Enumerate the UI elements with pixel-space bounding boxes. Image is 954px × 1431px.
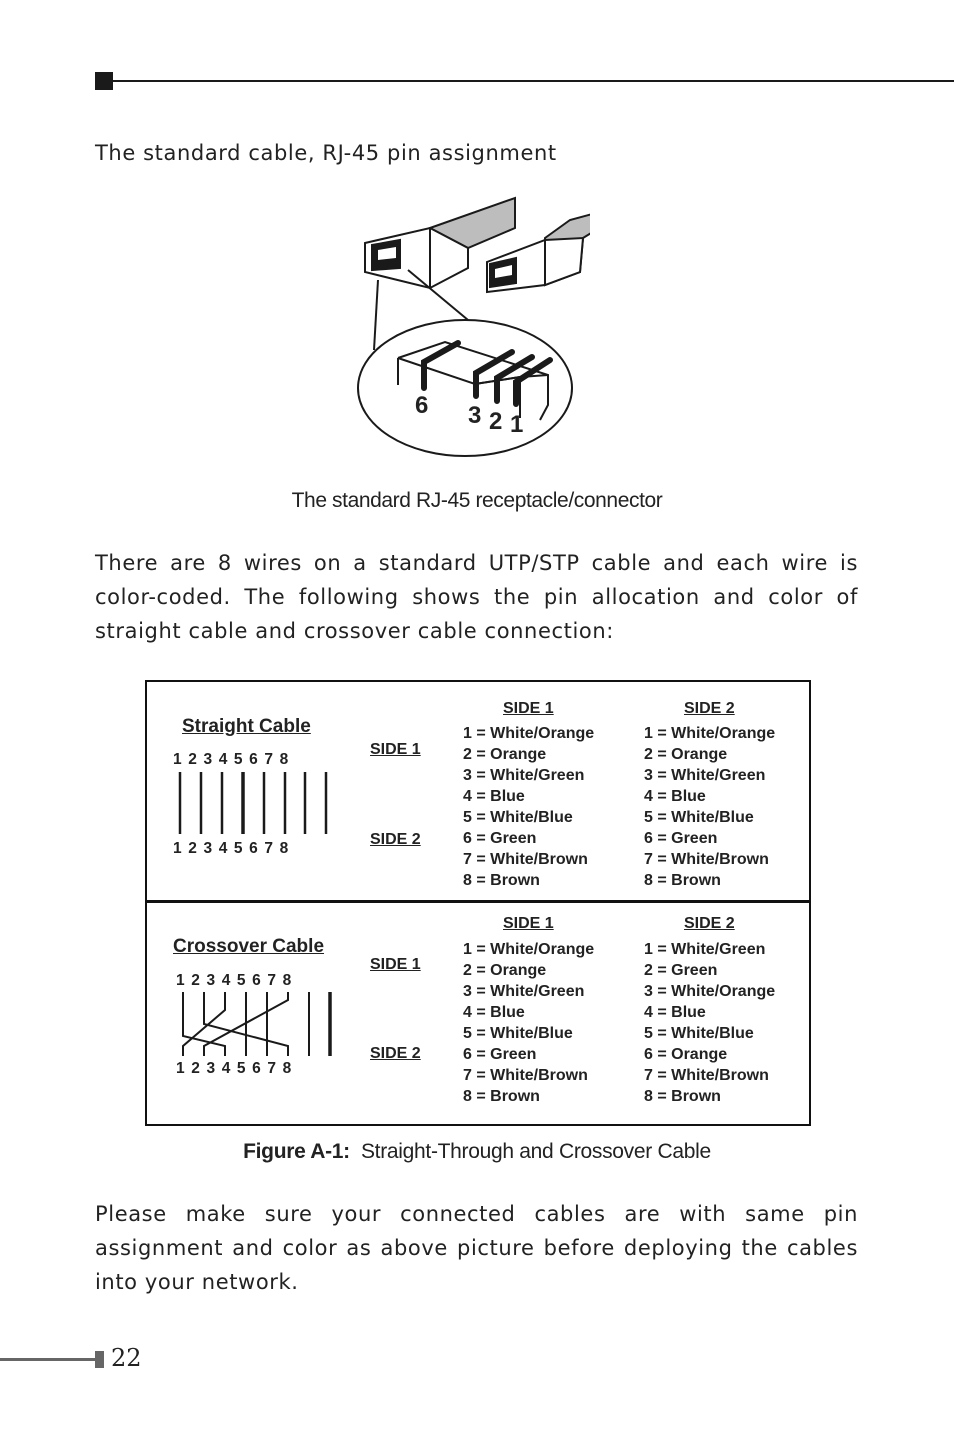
crossover-wires-diagram: [167, 988, 342, 1060]
crossover-col2-header: SIDE 2: [684, 915, 735, 932]
straight-col1-header: SIDE 1: [503, 700, 554, 717]
straight-pins-bottom: 1 2 3 4 5 6 7 8: [173, 840, 289, 857]
header-rule: [113, 80, 954, 82]
list-item: 8 = Brown: [463, 872, 540, 889]
list-item: 6 = Green: [463, 1046, 537, 1063]
list-item: 4 = Blue: [644, 1004, 706, 1021]
closing-paragraph: Please make sure your connected cables are with same pin assignment and color as above picture before deploying the cables into your network.: [95, 1202, 858, 1294]
crossover-side2-label: SIDE 2: [370, 1045, 421, 1062]
list-item: 2 = Green: [644, 962, 718, 979]
list-item: 1 = White/Orange: [463, 725, 595, 742]
list-item: 4 = Blue: [463, 788, 525, 805]
crossover-col1-header: SIDE 1: [503, 915, 554, 932]
footer-square-marker: [95, 1351, 104, 1368]
list-item: 4 = Blue: [644, 788, 706, 805]
list-item: 8 = Brown: [644, 1088, 721, 1105]
list-item: 3 = White/Green: [463, 983, 585, 1000]
figure-caption-text: Straight-Through and Crossover Cable: [360, 1140, 711, 1163]
connector-caption: The standard RJ-45 receptacle/connector: [291, 489, 663, 512]
list-item: 1 = White/Green: [644, 941, 766, 958]
list-item: 3 = White/Green: [644, 767, 766, 784]
list-item: 5 = White/Blue: [463, 809, 573, 826]
header-square-marker: [95, 72, 113, 90]
figure-caption: [0, 1140, 954, 1164]
list-item: 1 = White/Orange: [644, 725, 776, 742]
footer-rule: [0, 1358, 95, 1361]
straight-side1-label: SIDE 1: [370, 741, 421, 758]
list-item: 2 = Orange: [463, 746, 547, 763]
list-item: 2 = Orange: [644, 746, 728, 763]
list-item: 6 = Green: [644, 830, 718, 847]
connector-pin-2-label: 2: [489, 408, 503, 435]
crossover-cable-title: Crossover Cable: [173, 936, 325, 957]
list-item: 7 = White/Brown: [463, 851, 588, 868]
figure-caption-label: Figure A-1:: [243, 1140, 350, 1163]
crossover-side2-pin-list: [644, 939, 775, 1107]
list-item: 4 = Blue: [463, 1004, 525, 1021]
crossover-pins-bottom: 1 2 3 4 5 6 7 8: [176, 1060, 292, 1077]
list-item: 2 = Orange: [463, 962, 547, 979]
crossover-side1-pin-list: [463, 939, 594, 1107]
wiring-intro-paragraph: There are 8 wires on a standard UTP/STP cable and each wire is color-coded. The following shows the pin allocation and color of straight cable and crossover cable connection:: [95, 551, 858, 643]
list-item: 6 = Green: [463, 830, 537, 847]
straight-side1-pin-list: [463, 723, 594, 891]
straight-pins-top: 1 2 3 4 5 6 7 8: [173, 751, 289, 768]
list-item: 1 = White/Orange: [463, 941, 595, 958]
list-item: 8 = Brown: [644, 872, 721, 889]
straight-col2-header: SIDE 2: [684, 700, 735, 717]
straight-wires-diagram: [167, 768, 337, 838]
list-item: 3 = White/Orange: [644, 983, 776, 1000]
list-item: 6 = Orange: [644, 1046, 728, 1063]
page-number: 22: [111, 1344, 142, 1372]
list-item: 3 = White/Green: [463, 767, 585, 784]
figure-divider: [147, 900, 809, 903]
straight-side2-pin-list: [644, 723, 775, 891]
list-item: 5 = White/Blue: [463, 1025, 573, 1042]
list-item: 8 = Brown: [463, 1088, 540, 1105]
connector-pin-1-label: 1: [510, 411, 524, 438]
list-item: 7 = White/Brown: [644, 1067, 769, 1084]
list-item: 5 = White/Blue: [644, 1025, 754, 1042]
connector-pin-3-label: 3: [468, 402, 482, 429]
list-item: 5 = White/Blue: [644, 809, 754, 826]
list-item: 7 = White/Brown: [463, 1067, 588, 1084]
list-item: 7 = White/Brown: [644, 851, 769, 868]
straight-side2-label: SIDE 2: [370, 831, 421, 848]
connector-pin-6-label: 6: [415, 392, 429, 419]
cable-pinout-figure: [145, 680, 811, 1126]
straight-cable-title: Straight Cable: [182, 716, 311, 737]
section-heading-text: The standard cable, RJ-45 pin assignment: [95, 141, 557, 165]
crossover-side1-label: SIDE 1: [370, 956, 421, 973]
crossover-pins-top: 1 2 3 4 5 6 7 8: [176, 972, 292, 989]
